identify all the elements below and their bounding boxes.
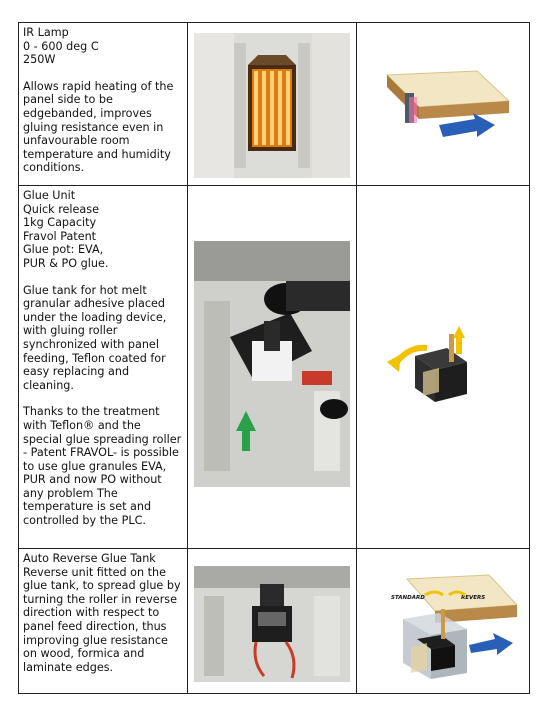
table-row [19,186,530,549]
ir-lamp-heating-diagram-icon [357,23,529,186]
description-cell [19,186,188,549]
glue-unit-photo [194,241,350,487]
table-row [19,23,530,186]
ir-lamp-photo [194,33,350,178]
heading-line: 0 - 600 deg C [23,39,99,53]
feature-table [18,22,530,694]
description-paragraph: Allows rapid heating of the panel side to be edgebanded, improves gluing resistance even in unfavourable room temperature and humidity conditions. [23,79,174,175]
reverse-glue-tank-photo [194,566,350,682]
description-paragraph: Glue tank for hot melt granular adhesive placed under the loading device, with gluing roller synchronized with panel feeding, Teflon coated for easy replacing and cleaning. [23,283,167,392]
table-row [19,549,530,694]
photo-cell [188,23,357,186]
diagram-cell [357,549,530,694]
heading-line: Auto Reverse Glue Tank [23,552,156,565]
heading-line: Glue Unit [23,189,76,202]
feature-sheet [18,22,528,694]
heading-line: 1kg Capacity [23,216,97,230]
glue-tank-quick-release-diagram-icon [357,186,529,549]
description-cell [19,23,188,186]
heading-line: Glue pot: EVA, [23,243,104,257]
reverse-glue-tank-photo-icon [194,566,350,682]
ir-lamp-photo-icon [194,33,350,178]
glue-unit-photo-icon [194,241,350,487]
diagram-cell [357,186,530,549]
photo-cell [188,549,357,694]
photo-cell [188,186,357,549]
heading-line: IR Lamp [23,26,69,39]
diagram-cell [357,23,530,186]
heading-line: Fravol Patent [23,229,97,243]
reverse-label: REVERS [461,595,486,601]
description-paragraph: Thanks to the treatment with Teflon® and the special glue spreading roller - Patent FRAVOL- is possible to use glue granules EVA, PUR and now PO without any problem The temperature is set and controlled by the PLC. [23,405,182,528]
standard-label: STANDARD [391,595,425,601]
reverse-rotation-diagram-icon [357,549,529,694]
heading-line: 250W [23,53,56,67]
description-cell [19,549,188,694]
heading-line: Quick release [23,202,99,216]
description-paragraph: Reverse unit fitted on the glue tank, to spread glue by turning the roller in reverse direction with respect to panel feed direction, thus improving glue resistance on wood, formica and laminate edges. [23,565,181,674]
heading-line: PUR & PO glue. [23,256,109,270]
